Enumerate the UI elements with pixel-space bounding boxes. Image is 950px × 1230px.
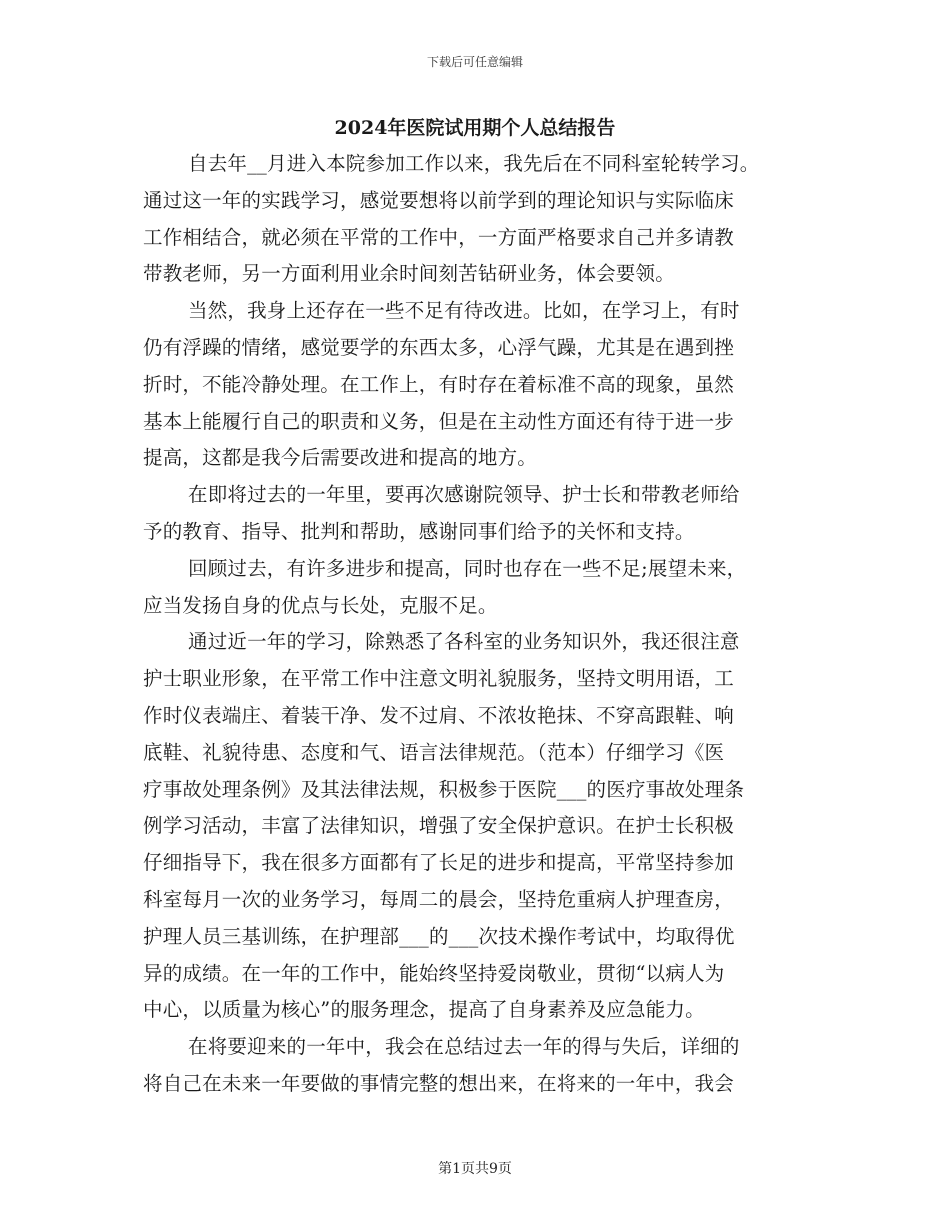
text-line: 折时，不能冷静处理。在工作上，有时存在着标准不高的现象，虽然: [143, 372, 735, 396]
text-line: 疗事故处理条例》及其法律法规，积极参于医院___的医疗事故处理条: [143, 777, 745, 801]
text-line: 仍有浮躁的情绪，感觉要学的东西太多，心浮气躁，尤其是在遇到挫: [143, 335, 735, 359]
text-line: 中心，以质量为核心”的服务理念，提高了自身素养及应急能力。: [143, 998, 705, 1022]
page-number: 第1页共9页: [438, 1161, 512, 1177]
text-line: 在将要迎来的一年中，我会在总结过去一年的得与失后，详细的: [188, 1035, 740, 1059]
header-note: 下载后可任意编辑: [426, 55, 523, 69]
text-line: 异的成绩。在一年的工作中，能始终坚持爱岗敬业，贯彻“以病人为: [143, 961, 725, 985]
document-body: [143, 146, 808, 1103]
text-line: 提高，这都是我今后需要改进和提高的地方。: [143, 446, 538, 470]
text-line: 基本上能履行自己的职责和义务，但是在主动性方面还有待于进一步: [143, 409, 735, 433]
text-line: 予的教育、指导、批判和帮助，感谢同事们给予的关怀和支持。: [143, 519, 695, 543]
text-line: 工作相结合，就必须在平常的工作中，一方面严格要求自己并多请教: [143, 225, 735, 249]
text-line: 护理人员三基训练，在护理部___的___次技术操作考试中，均取得优: [143, 924, 735, 948]
text-line: 在即将过去的一年里，要再次感谢院领导、护士长和带教老师给: [188, 483, 740, 507]
text-line: 当然，我身上还存在一些不足有待改进。比如，在学习上，有时: [188, 299, 740, 323]
text-line: 带教老师，另一方面利用业余时间刻苦钻研业务，体会要领。: [143, 262, 675, 286]
text-line: 科室每月一次的业务学习，每周二的晨会，坚持危重病人护理查房，: [143, 887, 735, 911]
text-line: 自去年__月进入本院参加工作以来，我先后在不同科室轮转学习。: [188, 152, 760, 175]
text-line: 将自己在未来一年要做的事情完整的想出来，在将来的一年中，我会: [143, 1071, 735, 1095]
text-line: 护士职业形象，在平常工作中注意文明礼貌服务，坚持文明用语，工: [143, 667, 735, 691]
text-line: 回顾过去，有许多进步和提高，同时也存在一些不足;展望未来，: [188, 556, 747, 580]
text-line: 底鞋、礼貌待患、态度和气、语言法律规范。（范本）仔细学习《医: [143, 740, 725, 764]
text-line: 应当发扬自身的优点与长处，克服不足。: [143, 593, 498, 617]
document-title: 2024年医院试用期个人总结报告: [334, 117, 616, 139]
text-line: 通过这一年的实践学习，感觉要想将以前学到的理论知识与实际临床: [143, 188, 735, 212]
text-line: 例学习活动，丰富了法律知识，增强了安全保护意识。在护士长积极: [143, 814, 735, 838]
text-line: 通过近一年的学习，除熟悉了各科室的业务知识外，我还很注意: [188, 630, 740, 654]
text-line: 仔细指导下，我在很多方面都有了长足的进步和提高，平常坚持参加: [143, 851, 735, 875]
text-line: 作时仪表端庄、着装干净、发不过肩、不浓妆艳抹、不穿高跟鞋、响: [143, 703, 735, 727]
